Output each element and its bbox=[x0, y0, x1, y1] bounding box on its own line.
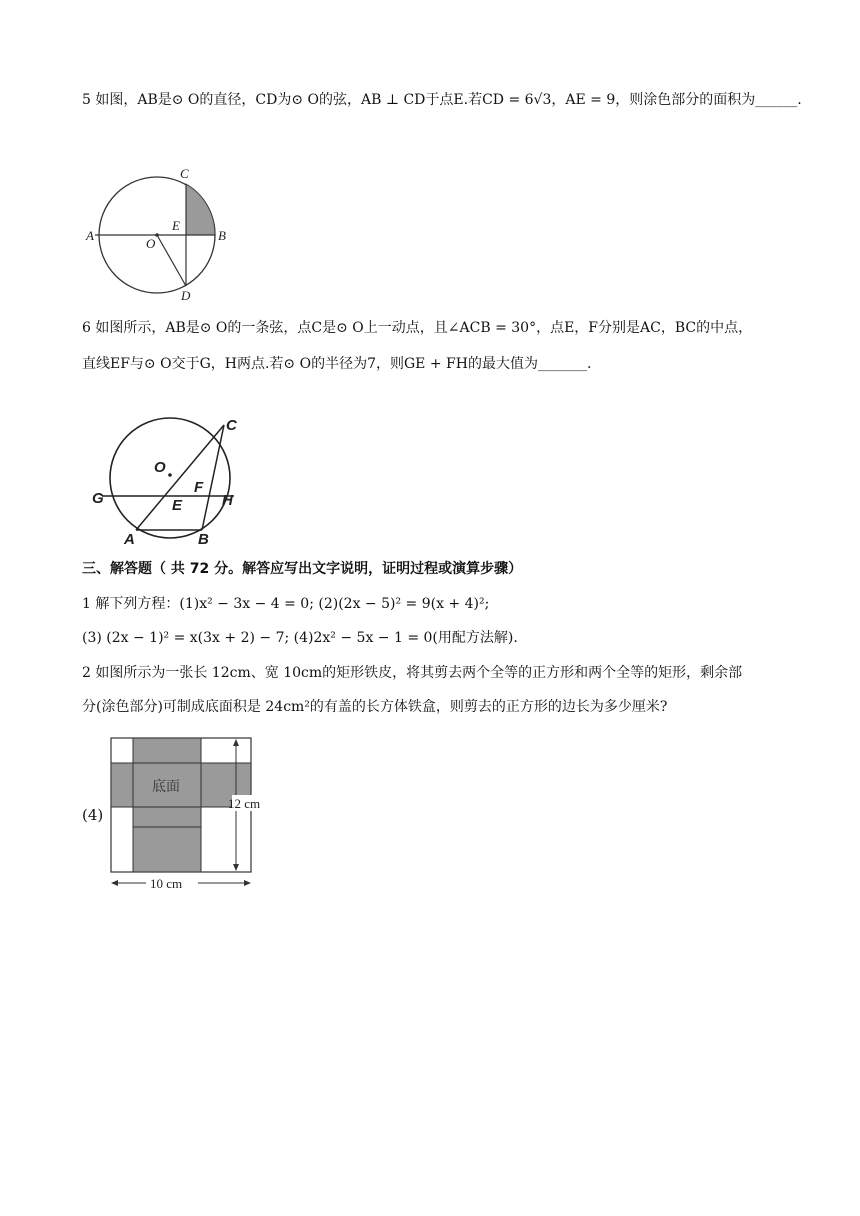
q6-label-c: C bbox=[226, 417, 237, 434]
q5-center-dot bbox=[155, 233, 159, 237]
figure-p2-net bbox=[108, 735, 278, 895]
q6-label-f: F bbox=[194, 479, 204, 496]
q5-label-c: C bbox=[180, 166, 189, 181]
q6-label-e: E bbox=[172, 497, 183, 514]
p2-net-vertical bbox=[133, 738, 201, 872]
p2-width-label: 10 cm bbox=[150, 876, 183, 891]
q5-label-o: O bbox=[146, 236, 156, 251]
q5-label-d: D bbox=[181, 288, 191, 303]
section-3-heading: 三、解答题（ 共 72 分。解答应写出文字说明，证明过程或演算步骤） bbox=[82, 561, 523, 577]
q5-radius-od bbox=[157, 235, 186, 286]
p2-base-label: 底面 bbox=[152, 779, 180, 795]
figure-q6-circle bbox=[90, 410, 260, 550]
q6-label-o: O bbox=[154, 459, 166, 476]
figure-q5-circle bbox=[82, 160, 262, 310]
q6-center-dot bbox=[168, 473, 172, 477]
q6-circle bbox=[110, 418, 230, 538]
q6-label-a: A bbox=[124, 531, 135, 548]
q5-label-e: E bbox=[172, 218, 180, 233]
problem-2-line2: 分(涂色部分)可制成底面积是 24cm²的有盖的长方体铁盒，则剪去的正方形的边长为多少厘米? bbox=[82, 699, 668, 715]
p2-width-arrow-left bbox=[111, 880, 118, 886]
q6-label-h: H bbox=[222, 492, 233, 509]
problem-1-line2: (3) (2x − 1)² = x(3x + 2) − 7; (4)2x² − 5x − 1 = 0(用配方法解). bbox=[82, 630, 518, 646]
q6-label-g: G bbox=[92, 490, 104, 507]
p2-net-left-flap bbox=[111, 763, 133, 807]
p2-height-label: 12 cm bbox=[228, 796, 261, 811]
q5-shaded-region bbox=[186, 184, 215, 235]
q5-label-b: B bbox=[218, 228, 226, 243]
p2-width-arrow-right bbox=[244, 880, 251, 886]
q6-segment-bc bbox=[202, 425, 224, 530]
problem-2-figure-tag: (4) bbox=[82, 806, 104, 824]
question-6-line1: 6 如图所示，AB是⊙ O的一条弦，点C是⊙ O上一动点，且∠ACB = 30°，点E，F分别是AC，BC的中点， bbox=[82, 320, 753, 336]
q6-segment-ac bbox=[136, 425, 224, 530]
problem-2-line1: 2 如图所示为一张长 12cm、宽 10cm的矩形铁皮，将其剪去两个全等的正方形和两个全等的矩形，剩余部 bbox=[82, 665, 743, 681]
q6-label-b: B bbox=[198, 531, 209, 548]
q5-label-a: A bbox=[86, 228, 94, 243]
question-6-line2: 直线EF与⊙ O交于G，H两点.若⊙ O的半径为7，则GE + FH的最大值为_______. bbox=[82, 356, 592, 372]
problem-1-line1: 1 解下列方程：(1)x² − 3x − 4 = 0; (2)(2x − 5)² = 9(x + 4)²; bbox=[82, 596, 490, 612]
question-5-text: 5 如图，AB是⊙ O的直径，CD为⊙ O的弦，AB ⊥ CD于点E.若CD = 6√3，AE = 9，则涂色部分的面积为______. bbox=[82, 92, 802, 108]
